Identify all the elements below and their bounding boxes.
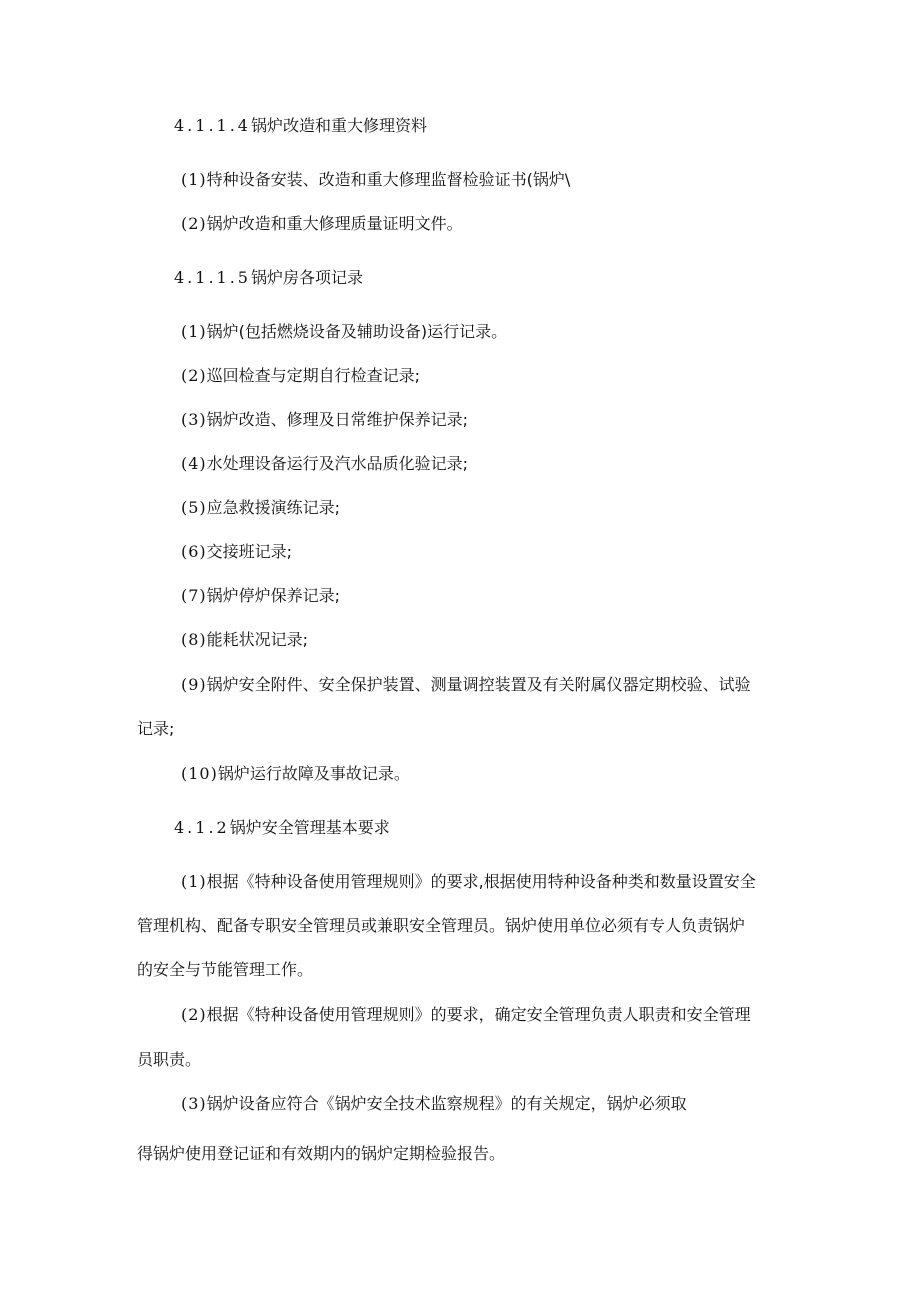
item-number: (7) [181, 586, 207, 605]
list-item [181, 366, 420, 386]
item-number: (1) [181, 872, 207, 891]
section-number: 4.1.1.5 [174, 268, 251, 287]
list-item [181, 586, 340, 606]
item-number: (1) [181, 170, 207, 189]
item-continuation: 管理机构、配备专职安全管理员或兼职安全管理员。锅炉使用单位必须有专人负责锅炉 [137, 916, 746, 935]
list-item [181, 764, 410, 784]
item-text: 锅炉停炉保养记录; [206, 586, 341, 605]
item-text: 根据《特种设备使用管理规则》的要求,根据使用特种设备种类和数量设置安全 [206, 872, 756, 891]
item-text: 交接班记录; [206, 542, 293, 561]
item-text: 特种设备安装、改造和重大修理监督检验证书(锅炉\ [206, 170, 571, 189]
section-heading [174, 818, 390, 838]
item-continuation: 的安全与节能管理工作。 [137, 960, 314, 979]
item-continuation: 得锅炉使用登记证和有效期内的锅炉定期检验报告。 [137, 1144, 506, 1163]
item-number: (2) [181, 366, 207, 385]
section-heading [174, 116, 427, 136]
list-item [181, 1094, 687, 1114]
list-item [181, 170, 570, 190]
item-number: (2) [181, 1005, 207, 1024]
list-item [181, 214, 463, 234]
item-continuation: 员职责。 [137, 1050, 202, 1069]
item-text: 锅炉(包括燃烧设备及辅助设备)运行记录。 [206, 322, 508, 341]
item-continuation: 记录; [137, 719, 175, 738]
item-text: 应急救援演练记录; [206, 498, 341, 517]
section-title: 锅炉改造和重大修理资料 [250, 116, 427, 135]
item-number: (6) [181, 542, 207, 561]
section-title: 锅炉房各项记录 [250, 268, 363, 287]
list-item [181, 498, 340, 518]
item-number: (4) [181, 454, 207, 473]
list-item [181, 872, 756, 892]
list-item [181, 410, 468, 430]
item-text: 锅炉运行故障及事故记录。 [217, 764, 410, 783]
item-number: (3) [181, 1094, 207, 1113]
list-item [181, 1005, 751, 1025]
item-text: 巡回检查与定期自行检查记录; [206, 366, 421, 385]
item-number: (9) [181, 675, 207, 694]
item-text: 锅炉设备应符合《锅炉安全技术监察规程》的有关规定，锅炉必须取 [206, 1094, 687, 1113]
item-number: (1) [181, 322, 207, 341]
item-text: 锅炉改造和重大修理质量证明文件。 [206, 214, 463, 233]
list-item [181, 542, 292, 562]
item-number: (10) [181, 764, 218, 783]
item-number: (2) [181, 214, 207, 233]
item-text: 根据《特种设备使用管理规则》的要求，确定安全管理负责人职责和安全管理 [206, 1005, 751, 1024]
item-text: 锅炉改造、修理及日常维护保养记录; [206, 410, 469, 429]
item-number: (5) [181, 498, 207, 517]
section-number: 4.1.2 [174, 818, 230, 837]
item-number: (3) [181, 410, 207, 429]
item-text: 锅炉安全附件、安全保护装置、测量调控装置及有关附属仪器定期校验、试验 [206, 675, 751, 694]
list-item [181, 630, 308, 650]
list-item [181, 454, 468, 474]
item-number: (8) [181, 630, 207, 649]
list-item [181, 675, 751, 695]
section-title: 锅炉安全管理基本要求 [229, 818, 390, 837]
list-item [181, 322, 507, 342]
section-heading [174, 268, 363, 288]
section-number: 4.1.1.4 [174, 116, 251, 135]
item-text: 水处理设备运行及汽水品质化验记录; [206, 454, 469, 473]
item-text: 能耗状况记录; [206, 630, 309, 649]
